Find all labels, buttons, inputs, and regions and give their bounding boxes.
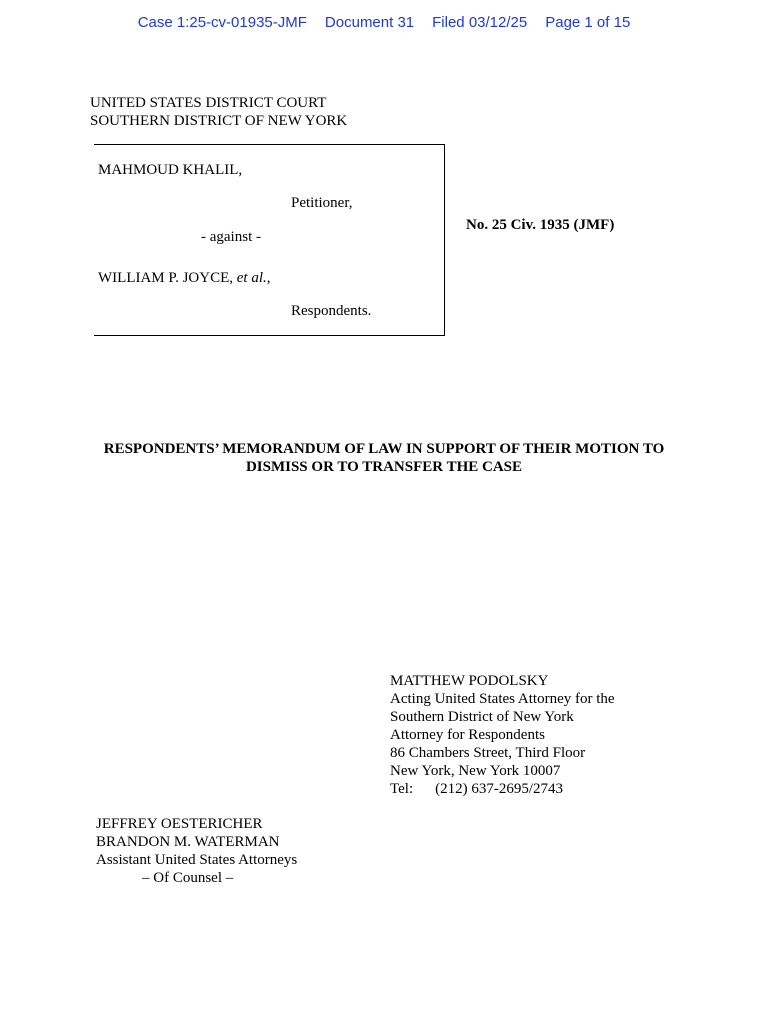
attorney-address-1: 86 Chambers Street, Third Floor: [390, 745, 586, 761]
title-line-2: DISMISS OR TO TRANSFER THE CASE: [245, 459, 523, 475]
tel-value: (212) 637-2695/2743: [435, 781, 564, 797]
court-line-2: SOUTHERN DISTRICT OF NEW YORK: [90, 113, 348, 129]
document-title: [80, 440, 688, 476]
header-page-count: Page 1 of 15: [545, 14, 631, 31]
case-caption-box: [94, 144, 445, 336]
counsel-title: Assistant United States Attorneys: [96, 852, 298, 868]
respondent-et-al: et al.: [236, 270, 267, 286]
counsel-name-1: JEFFREY OESTERICHER: [96, 816, 263, 832]
attorney-role: Attorney for Respondents: [390, 727, 545, 743]
court-name: [90, 94, 347, 130]
respondent-comma: ,: [266, 270, 271, 286]
counsel-name-2: BRANDON M. WATERMAN: [96, 834, 280, 850]
attorney-title-1: Acting United States Attorney for the: [390, 691, 615, 707]
petitioner-name: MAHMOUD KHALIL,: [98, 162, 243, 178]
header-case-number: Case 1:25-cv-01935-JMF: [137, 14, 307, 31]
attorney-telephone: [390, 780, 615, 798]
attorney-address-2: New York, New York 10007: [390, 763, 561, 779]
header-document-number: Document 31: [324, 14, 415, 31]
tel-label: Tel:: [390, 781, 414, 797]
respondent-name-text: WILLIAM P. JOYCE,: [98, 270, 237, 286]
ecf-header: [0, 14, 768, 31]
attorney-signature-block: [390, 672, 615, 798]
case-number: No. 25 Civ. 1935 (JMF): [466, 217, 615, 233]
header-filed-date: Filed 03/12/25: [432, 14, 528, 31]
attorney-name: MATTHEW PODOLSKY: [390, 673, 549, 689]
against-label: - against -: [201, 229, 261, 245]
respondent-role: Respondents.: [291, 303, 372, 319]
of-counsel-block: [96, 815, 297, 887]
attorney-title-2: Southern District of New York: [390, 709, 574, 725]
respondent-name: [98, 270, 271, 287]
court-line-1: UNITED STATES DISTRICT COURT: [90, 95, 327, 111]
of-counsel-label: – Of Counsel –: [142, 870, 234, 886]
title-line-1: RESPONDENTS’ MEMORANDUM OF LAW IN SUPPORT OF THEIR MOTION TO: [103, 441, 665, 457]
petitioner-role: Petitioner,: [291, 195, 353, 211]
